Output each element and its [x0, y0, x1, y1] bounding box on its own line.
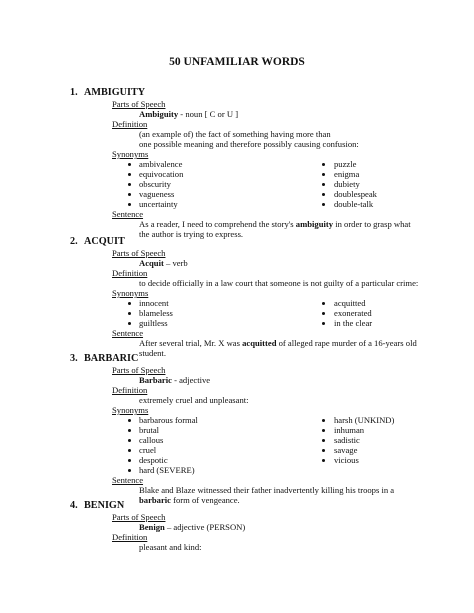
synonym-item: vagueness	[139, 189, 175, 199]
synonyms-label: Synonyms	[112, 149, 149, 159]
parts-of-speech-label: Parts of Speech	[112, 365, 166, 375]
definition-label: Definition	[112, 532, 148, 542]
synonym-item: vicious	[334, 455, 359, 465]
bullet-icon	[322, 322, 325, 325]
highlighted-word: acquitted	[242, 338, 277, 348]
part-of-speech	[139, 259, 188, 268]
entry-number: 3.	[70, 353, 78, 364]
entry-number: 1.	[70, 87, 78, 98]
bullet-icon	[322, 183, 325, 186]
part-of-speech	[139, 110, 238, 119]
word-class: - adjective	[171, 375, 211, 385]
example-sentence	[139, 339, 417, 348]
bullet-icon	[128, 439, 131, 442]
synonym-item: ambivalence	[139, 159, 183, 169]
example-sentence	[139, 496, 240, 505]
synonym-item: blameless	[139, 308, 173, 318]
synonym-item: guiltless	[139, 318, 168, 328]
sentence-text: of alleged rape murder of a 16-years old	[276, 338, 417, 348]
bullet-icon	[128, 183, 131, 186]
definition-text: extremely cruel and unpleasant:	[139, 395, 249, 405]
bullet-icon	[322, 429, 325, 432]
synonym-item: barbarous formal	[139, 415, 198, 425]
synonym-item: innocent	[139, 298, 169, 308]
bullet-icon	[128, 459, 131, 462]
bullet-icon	[128, 449, 131, 452]
part-of-speech	[139, 376, 210, 385]
bullet-icon	[322, 203, 325, 206]
sentence-label: Sentence	[112, 475, 144, 485]
example-sentence	[139, 349, 166, 358]
definition-label: Definition	[112, 385, 148, 395]
highlighted-word: barbaric	[139, 495, 171, 505]
synonym-item: callous	[139, 435, 164, 445]
synonym-item: enigma	[334, 169, 360, 179]
word-class: – adjective (PERSON)	[164, 522, 246, 532]
definition-text: to decide officially in a law court that someone is not guilty of a particular crime:	[139, 278, 419, 288]
synonym-item: in the clear	[334, 318, 373, 328]
word-class: – verb	[163, 258, 188, 268]
sentence-label: Sentence	[112, 328, 144, 338]
synonym-item: inhuman	[334, 425, 365, 435]
bullet-icon	[128, 193, 131, 196]
entry-number: 4.	[70, 500, 78, 511]
synonym-item: harsh (UNKIND)	[334, 415, 395, 425]
synonyms-label: Synonyms	[112, 288, 149, 298]
example-sentence	[139, 220, 411, 229]
headword: Barbaric	[139, 375, 172, 385]
bullet-icon	[128, 203, 131, 206]
parts-of-speech-label: Parts of Speech	[112, 99, 166, 109]
bullet-icon	[128, 429, 131, 432]
definition-label: Definition	[112, 268, 148, 278]
highlighted-word: ambiguity	[295, 219, 334, 229]
entry-word: AMBIGUITY	[84, 87, 146, 98]
bullet-icon	[322, 302, 325, 305]
headword: Benign	[139, 522, 165, 532]
parts-of-speech-label: Parts of Speech	[112, 248, 166, 258]
example-sentence	[139, 230, 243, 239]
synonym-item: savage	[334, 445, 358, 455]
synonym-item: sadistic	[334, 435, 360, 445]
sentence-text: the author is trying to express.	[139, 229, 244, 239]
bullet-icon	[322, 459, 325, 462]
bullet-icon	[128, 419, 131, 422]
bullet-icon	[322, 439, 325, 442]
bullet-icon	[128, 302, 131, 305]
definition-text: pleasant and kind:	[139, 542, 202, 552]
sentence-label: Sentence	[112, 209, 144, 219]
definition-label: Definition	[112, 119, 148, 129]
synonyms-label: Synonyms	[112, 405, 149, 415]
synonym-item: cruel	[139, 445, 157, 455]
definition-text: one possible meaning and therefore possibly causing confusion:	[139, 139, 359, 149]
sentence-text: form of vengeance.	[170, 495, 240, 505]
entry-word: ACQUIT	[84, 236, 125, 247]
synonym-item: acquitted	[334, 298, 366, 308]
synonym-item: dubiety	[334, 179, 360, 189]
synonym-item: doublespeak	[334, 189, 377, 199]
entry-word: BARBARIC	[84, 353, 139, 364]
synonym-item: uncertainty	[139, 199, 178, 209]
bullet-icon	[322, 419, 325, 422]
headword: Ambiguity	[139, 109, 179, 119]
parts-of-speech-label: Parts of Speech	[112, 512, 166, 522]
bullet-icon	[322, 163, 325, 166]
document-title: 50 UNFAMILIAR WORDS	[169, 56, 305, 68]
entry-number: 2.	[70, 236, 78, 247]
synonym-item: hard (SEVERE)	[139, 465, 195, 475]
bullet-icon	[128, 173, 131, 176]
sentence-text: student.	[139, 348, 166, 358]
sentence-text: in order to grasp what	[333, 219, 411, 229]
bullet-icon	[128, 469, 131, 472]
sentence-text: As a reader, I need to comprehend the story's	[139, 219, 296, 229]
bullet-icon	[322, 449, 325, 452]
bullet-icon	[128, 322, 131, 325]
bullet-icon	[128, 163, 131, 166]
example-sentence	[139, 486, 394, 495]
synonym-item: obscurity	[139, 179, 171, 189]
synonym-item: brutal	[139, 425, 160, 435]
bullet-icon	[322, 173, 325, 176]
entry-word: BENIGN	[84, 500, 125, 511]
word-class: - noun [ C or U ]	[178, 109, 239, 119]
synonym-item: exonerated	[334, 308, 372, 318]
synonym-item: double-talk	[334, 199, 374, 209]
definition-text: (an example of) the fact of something having more than	[139, 129, 331, 139]
synonym-item: equivocation	[139, 169, 184, 179]
bullet-icon	[322, 312, 325, 315]
sentence-text: Blake and Blaze witnessed their father inadvertently killing his troops in a	[139, 485, 395, 495]
synonym-item: despotic	[139, 455, 168, 465]
bullet-icon	[322, 193, 325, 196]
part-of-speech	[139, 523, 245, 532]
bullet-icon	[128, 312, 131, 315]
sentence-text: After several trial, Mr. X was	[139, 338, 243, 348]
headword: Acquit	[139, 258, 164, 268]
synonym-item: puzzle	[334, 159, 357, 169]
